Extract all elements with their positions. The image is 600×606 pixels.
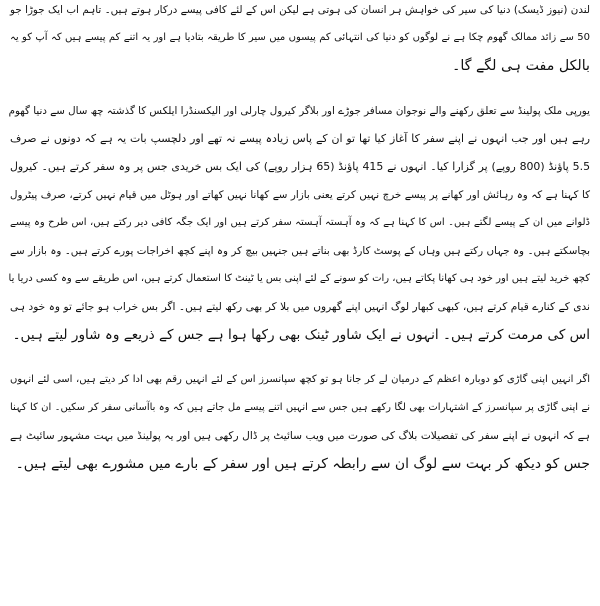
- article-paragraph-3: [10, 366, 590, 478]
- paragraph-line: کچھ خرید لیتے ہیں اور خود ہی کھانا پکاتے ہیں، رات کو سونے کے لئے اپنی بس یا ٹینٹ کا استعمال کرتے ہیں، اس طریقے سے وہ کسی دریا یا: [8, 273, 590, 284]
- paragraph-line: اگر انہیں اپنی گاڑی کو دوبارہ اعظم کے درمیان لے کر جانا ہو تو کچھ سپانسرز اس کے لئے انہیں رقم بھی ادا کر دیتے ہیں، اسی لئے انہوں: [10, 374, 590, 385]
- paragraph-line: نے اپنی گاڑی پر سپانسرز کے اشتہارات بھی لگا رکھے ہیں جس سے انہیں اتنے پیسے مل جاتے ہیں کہ وہ باآسانی سفر کر سکیں۔ ان کا کہنا: [10, 402, 590, 413]
- paragraph-line: کا کہنا ہے کہ وہ رہائش اور کھانے پر پیسے خرچ نہیں کرتے یعنی بازار سے کھانا نہیں کھاتے اور ہوٹل میں قیام نہیں کرتے، صرف پیٹرول: [10, 189, 590, 201]
- paragraph-line: بچاسکتے ہیں۔ وہ جہاں رکتے ہیں وہاں کے پوسٹ کارڈ بھی بناتے ہیں جنہیں بیچ کر وہ اپنے کچھ اخراجات پورے کرتے ہیں۔ وہ بازار سے: [10, 245, 590, 257]
- paragraph-line: رہے ہیں اور جب انہوں نے اپنے سفر کا آغاز کیا تھا تو ان کے پاس زیادہ پیسے نہ تھے اور دلچسپ بات یہ ہے کہ دونوں نے صرف: [10, 132, 590, 145]
- paragraph-line: بالکل مفت ہی لگے گا۔: [452, 58, 590, 74]
- article-paragraph-2: [10, 97, 590, 349]
- paragraph-line: ندی کے کنارے قیام کرتے ہیں، کبھی کبھار لوگ انہیں اپنے گھروں میں بلا کر بھی رکھ لیتے ہیں۔ اگر بس خراب ہو جائے تو وہ خود ہی: [10, 301, 590, 313]
- paragraph-line: 5.5 پاؤنڈ (800 روپے) پر گزارا کیا۔ انہوں نے 415 پاؤنڈ (65 ہزار روپے) کی ایک بس خریدی جس پر وہ سفر کرتے ہیں۔ کیرول: [10, 160, 590, 173]
- paragraph-line: یورپی ملک پولینڈ سے تعلق رکھنے والے نوجوان مسافر جوڑے اور بلاگر کیرول چارلی اور الیکسنڈرا ایلکس کا گذشتہ چھ سال سے دنیا گھوم: [8, 105, 590, 117]
- paragraph-line: 50 سے زائد ممالک گھوم چکا ہے نے لوگوں کو دنیا کی انتہائی کم پیسوں میں سیر کا طریقہ بتادیا ہے اور یہ اتنے کم پیسے ہیں کہ آپ کو یہ: [10, 32, 590, 43]
- paragraph-line: جس کو دیکھ کر بہت سے لوگ ان سے رابطہ کرتے ہیں اور سفر کے بارے میں مشورے بھی لیتے ہیں۔: [15, 456, 590, 472]
- paragraph-line: اس کی مرمت کرتے ہیں۔ انہوں نے ایک شاور ٹینک بھی رکھا ہوا ہے جس کے ذریعے وہ شاور لیتے ہیں۔: [12, 327, 590, 343]
- paragraph-line: ڈلوانے میں ان کے پیسے لگتے ہیں۔ اس کا کہنا ہے کہ وہ آہستہ آہستہ سفر کرتے ہیں اور ایک جگہ کافی دیر رکتے ہیں، اس طرح وہ پیسے: [10, 217, 590, 228]
- article-paragraph-1: [10, 0, 590, 80]
- paragraph-line: ہے کہ انہوں نے اپنے سفر کی تفصیلات بلاگ کی صورت میں ویب سائیٹ پر ڈال رکھی ہیں اور یہ پولینڈ میں بہت مشہور سائیٹ ہے: [10, 430, 590, 442]
- paragraph-line: لندن (نیوز ڈیسک) دنیا کی سیر کی خواہش ہر انسان کی ہوتی ہے لیکن اس کے لئے کافی پیسے درکار ہوتے ہیں۔ تاہم اب ایک جوڑا جو: [10, 4, 590, 16]
